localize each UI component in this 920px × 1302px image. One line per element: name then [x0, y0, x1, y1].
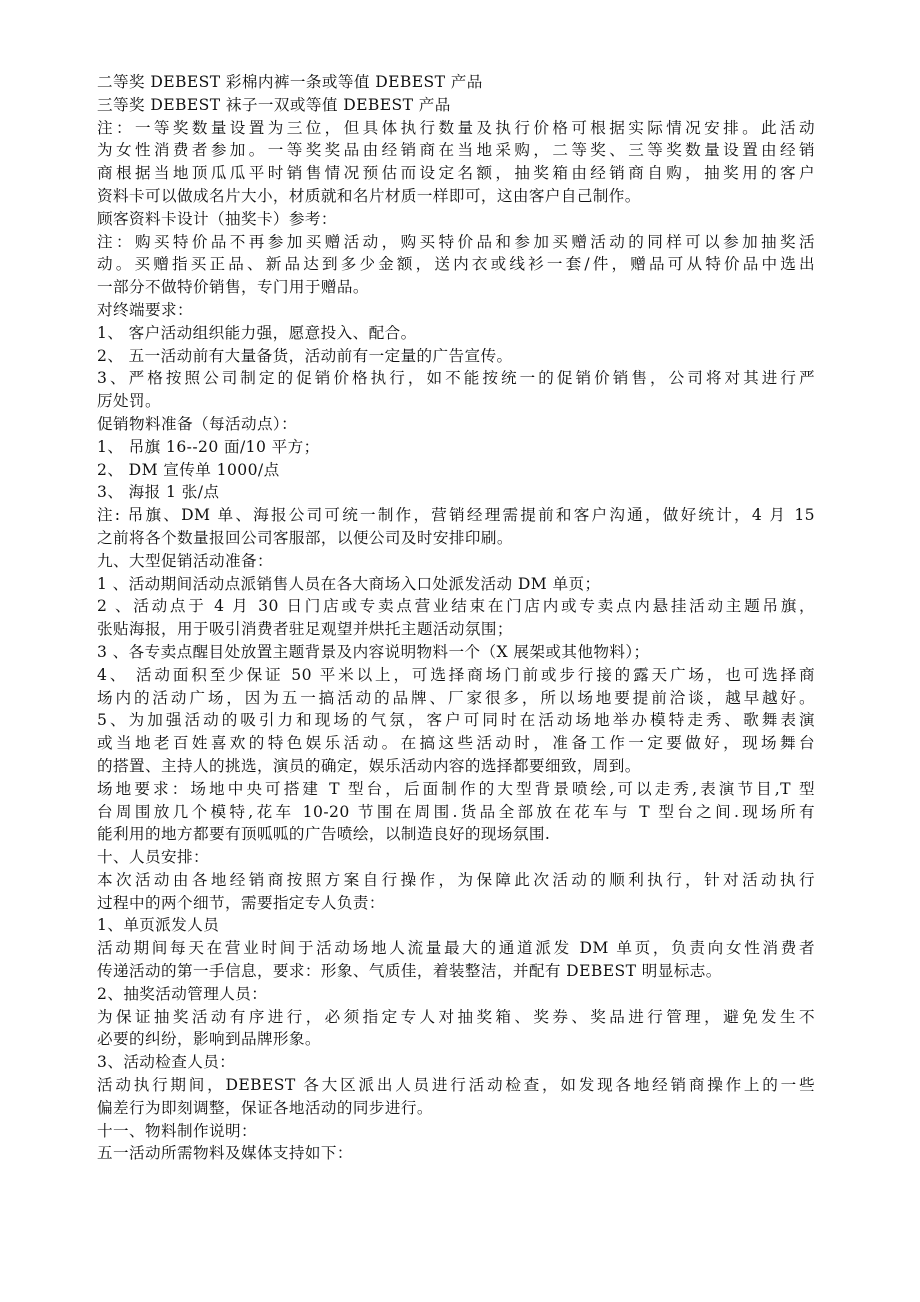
text-line: 活动期间每天在营业时间于活动场地人流量最大的通道派发 DM 单页，负责向女性消费者: [97, 939, 815, 958]
text-line: 为女性消费者参加。一等奖奖品由经销商在当地采购，二等奖、三等奖数量设置由经销: [97, 141, 815, 160]
text-line: 1、 吊旗 16--20 面/10 平方；: [97, 437, 320, 456]
text-line: 偏差行为即刻调整，保证各地活动的同步进行。: [97, 1098, 433, 1117]
text-line: 五一活动所需物料及媒体支持如下：: [97, 1144, 353, 1163]
text-line: 3、严格按照公司制定的促销价格执行，如不能按统一的促销价销售，公司将对其进行严: [97, 369, 815, 388]
text-line: 十、人员安排：: [97, 848, 209, 867]
text-line: 对终端要求：: [97, 300, 193, 319]
text-line: 本次活动由各地经销商按照方案自行操作，为保障此次活动的顺利执行，针对活动执行: [97, 870, 815, 889]
text-line: 九、大型促销活动准备：: [97, 551, 273, 570]
text-line: 4、 活动面积至少保证 50 平米以上，可选择商场门前或步行接的露天广场，也可选择商: [97, 665, 815, 684]
text-line: 或当地老百姓喜欢的特色娱乐活动。在搞这些活动时，准备工作一定要做好，现场舞台: [97, 734, 815, 753]
text-line: 2、 DM 宣传单 1000/点: [97, 460, 280, 479]
text-line: 能利用的地方都要有顶呱呱的广告喷绘，以制造良好的现场氛围.: [97, 825, 551, 844]
text-line: 注：一等奖数量设置为三位，但具体执行数量及执行价格可根据实际情况安排。此活动: [97, 118, 815, 137]
text-line: 二等奖 DEBEST 彩棉内裤一条或等值 DEBEST 产品: [97, 73, 483, 91]
text-line: 注：购买特价品不再参加买赠活动，购买特价品和参加买赠活动的同样可以参加抽奖活: [97, 232, 815, 251]
text-line: 厉处罚。: [97, 392, 161, 411]
text-line: 必要的纠纷，影响到品牌形象。: [97, 1030, 321, 1049]
text-line: 促销物料准备（每活动点）：: [97, 414, 298, 433]
text-line: 3、 海报 1 张/点: [97, 483, 220, 502]
text-line: 三等奖 DEBEST 袜子一双或等值 DEBEST 产品: [97, 95, 451, 114]
text-line: 顾客资料卡设计（抽奖卡）参考：: [97, 209, 337, 228]
text-line: 2、抽奖活动管理人员：: [97, 984, 268, 1003]
text-line: 一部分不做特价销售，专门用于赠品。: [97, 278, 369, 297]
text-line: 注: 吊旗、DM 单、海报公司可统一制作，营销经理需提前和客户沟通，做好统计，4 月 15: [97, 506, 815, 525]
text-line: 十一、物料制作说明：: [97, 1121, 257, 1140]
text-line: 的搭置、主持人的挑选，演员的确定，娱乐活动内容的选择都要细致，周到。: [97, 756, 641, 775]
text-line: 资料卡可以做成名片大小，材质就和名片材质一样即可，这由客户自己制作。: [97, 186, 641, 205]
text-line: 台周围放几个模特,花车 10-20 节围在周围.货品全部放在花车与 T 型台之间.现场所有: [97, 802, 815, 821]
text-line: 1 、活动期间活动点派销售人员在各大商场入口处派发活动 DM 单页；: [97, 574, 601, 593]
text-line: 动。买赠指买正品、新品达到多少金额，送内衣或线衫一套/件，赠品可从特价品中选出: [97, 255, 815, 274]
text-line: 3 、各专卖点醒目处放置主题背景及内容说明物料一个（X 展架或其他物料）；: [97, 642, 650, 661]
text-line: 张贴海报，用于吸引消费者驻足观望并烘托主题活动氛围；: [97, 620, 513, 639]
document-body: [97, 71, 815, 1165]
text-line: 场地要求：场地中央可搭建 T 型台，后面制作的大型背景喷绘,可以走秀,表演节目,T 型: [97, 779, 815, 798]
text-line: 传递活动的第一手信息，要求：形象、气质佳，着装整洁，并配有 DEBEST 明显标志。: [97, 962, 722, 981]
text-line: 2 、活动点于 4 月 30 日门店或专卖点营业结束在门店内或专卖点内悬挂活动主题吊旗，: [97, 597, 815, 616]
text-line: 场内的活动广场，因为五一搞活动的品牌、厂家很多，所以场地要提前洽谈，越早越好。: [97, 688, 815, 707]
text-line: 2、 五一活动前有大量备货，活动前有一定量的广告宣传。: [97, 346, 513, 365]
text-line: 3、活动检查人员：: [97, 1053, 236, 1072]
text-line: 活动执行期间，DEBEST 各大区派出人员进行活动检查，如发现各地经销商操作上的一些: [97, 1076, 815, 1095]
text-line: 5、为加强活动的吸引力和现场的气氛，客户可同时在活动场地举办模特走秀、歌舞表演: [97, 711, 815, 730]
text-line: 过程中的两个细节，需要指定专人负责：: [97, 893, 385, 912]
text-line: 1、 客户活动组织能力强，愿意投入、配合。: [97, 323, 417, 342]
text-line: 商根据当地顶瓜瓜平时销售情况预估而设定名额，抽奖箱由经销商自购，抽奖用的客户: [97, 164, 815, 183]
text-line: 之前将各个数量报回公司客服部，以便公司及时安排印刷。: [97, 528, 513, 547]
text-line: 1、单页派发人员: [97, 916, 220, 935]
text-line: 为保证抽奖活动有序进行，必须指定专人对抽奖箱、奖券、奖品进行管理，避免发生不: [97, 1007, 815, 1026]
